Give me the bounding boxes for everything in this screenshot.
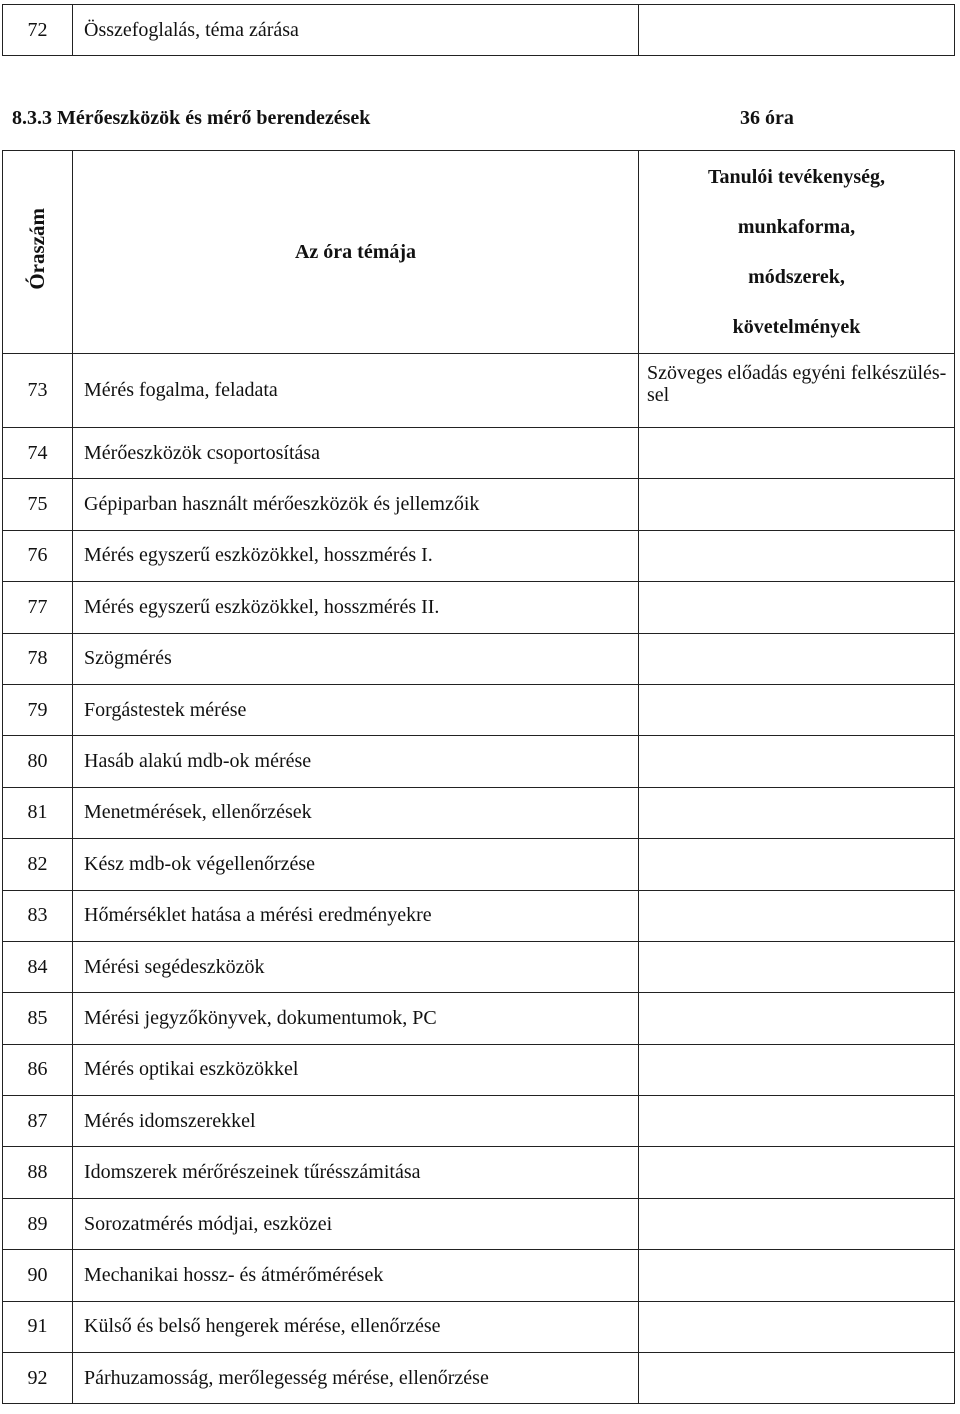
table-row [3,1044,955,1095]
hour-number: 80 [3,736,73,787]
table-row [3,736,955,787]
topic-cell: Mérési segédeszközök [73,941,639,992]
topic-cell: Párhuzamosság, merőlegesség mérése, ellenőrzése [73,1353,639,1404]
table-row [3,354,955,428]
topic-cell: Mérőeszközök csoportosítása [73,428,639,479]
header-activity-line: Tanulói tevékenység, [707,166,886,188]
table-row [3,1353,955,1404]
hour-number: 77 [3,582,73,633]
table-row [3,684,955,735]
hour-number: 86 [3,1044,73,1095]
table-row [3,1198,955,1249]
table-row [3,1096,955,1147]
topic-cell: Hasáb alakú mdb-ok mérése [73,736,639,787]
topic-cell: Mérés idomszerekkel [73,1096,639,1147]
hour-number: 87 [3,1096,73,1147]
topic-cell: Mérés egyszerű eszközökkel, hosszmérés I. [73,530,639,581]
hour-number: 91 [3,1301,73,1352]
table-row [3,1250,955,1301]
activity-cell [639,1198,955,1249]
activity-cell [639,684,955,735]
topic-cell: Szögmérés [73,633,639,684]
hour-number: 79 [3,684,73,735]
hour-number: 92 [3,1353,73,1404]
topic-cell: Forgástestek mérése [73,684,639,735]
activity-cell [639,993,955,1044]
hour-number: 75 [3,479,73,530]
topic-cell: Mérés optikai eszközökkel [73,1044,639,1095]
hour-number: 90 [3,1250,73,1301]
header-activity-line: munkaforma, [737,216,856,238]
header-topic: Az óra témája [73,151,639,354]
activity-cell [639,890,955,941]
topic-cell: Mérés egyszerű eszközökkel, hosszmérés II. [73,582,639,633]
activity-cell [639,582,955,633]
hour-number: 89 [3,1198,73,1249]
activity-cell [639,1301,955,1352]
table-row [3,428,955,479]
header-activity [639,151,955,354]
header-hours-label: Óraszám [25,208,49,290]
table-row [3,479,955,530]
table-row [3,530,955,581]
activity-cell [639,1096,955,1147]
table-row [3,839,955,890]
topic-cell: Mérés fogalma, feladata [73,354,639,428]
table-row [3,890,955,941]
hour-number: 72 [3,5,73,56]
topic-cell: Menetmérések, ellenőrzések [73,787,639,838]
table-row [3,941,955,992]
hour-number: 83 [3,890,73,941]
topic-cell: Mérési jegyzőkönyvek, dokumentumok, PC [73,993,639,1044]
topic-cell: Sorozatmérés módjai, eszközei [73,1198,639,1249]
section-hours: 36 óra [740,107,794,129]
hour-number: 82 [3,839,73,890]
hour-number: 76 [3,530,73,581]
hour-number: 78 [3,633,73,684]
table-row [3,1147,955,1198]
activity-cell [639,530,955,581]
header-activity-line: követelmények [732,316,861,338]
topic-cell: Gépiparban használt mérőeszközök és jellemzőik [73,479,639,530]
topic-cell: Hőmérséklet hatása a mérési eredményekre [73,890,639,941]
table-row [3,5,955,56]
topic-cell: Mechanikai hossz- és átmérőmérések [73,1250,639,1301]
activity-cell: Szöveges előadás egyéni felkészülés-sel [639,354,955,428]
table-row [3,633,955,684]
activity-cell [639,479,955,530]
header-activity-line: módszerek, [748,266,845,288]
curriculum-table [2,150,955,1404]
hour-number: 81 [3,787,73,838]
topic-cell: Külső és belső hengerek mérése, ellenőrzése [73,1301,639,1352]
activity-cell [639,1044,955,1095]
hour-number: 84 [3,941,73,992]
topic-cell: Összefoglalás, téma zárása [73,5,639,56]
table-row [3,993,955,1044]
table-row [3,787,955,838]
topic-cell: Idomszerek mérőrészeinek tűrésszámitása [73,1147,639,1198]
hour-number: 88 [3,1147,73,1198]
table-row [3,582,955,633]
topic-cell: Kész mdb-ok végellenőrzése [73,839,639,890]
hour-number: 85 [3,993,73,1044]
activity-cell [639,941,955,992]
header-hours [3,151,73,354]
activity-cell [639,5,955,56]
header-row [3,151,955,354]
activity-cell [639,839,955,890]
activity-cell [639,787,955,838]
section-title: 8.3.3 Mérőeszközök és mérő berendezések [12,107,371,129]
activity-cell [639,428,955,479]
activity-cell [639,1250,955,1301]
table-row [3,1301,955,1352]
section-heading [12,107,952,135]
hour-number: 74 [3,428,73,479]
previous-table [2,4,955,56]
hour-number: 73 [3,354,73,428]
activity-cell [639,1147,955,1198]
activity-cell [639,1353,955,1404]
activity-cell [639,633,955,684]
activity-cell [639,736,955,787]
